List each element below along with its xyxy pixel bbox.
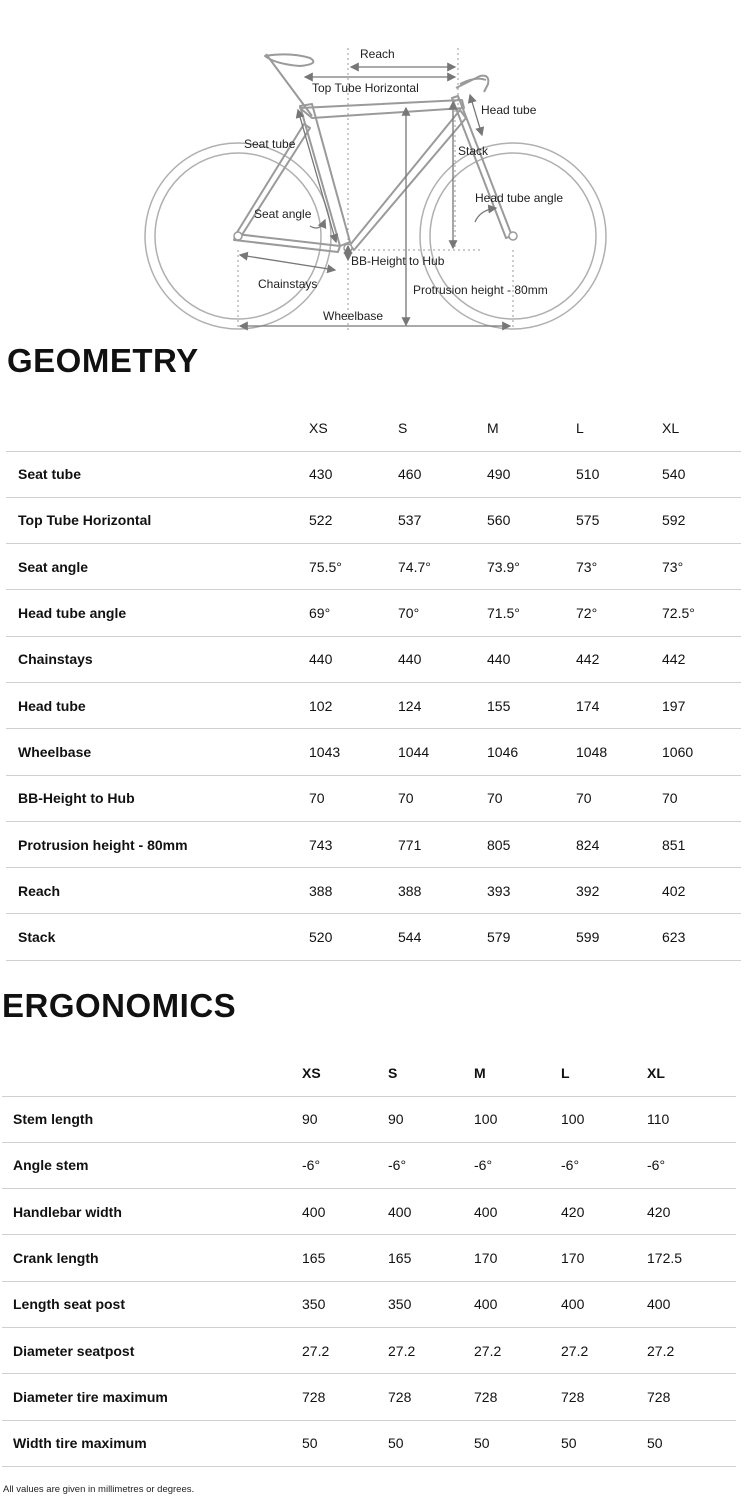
cell-value: 400 [302,1203,326,1220]
cell-value: 824 [576,836,600,853]
cell-value: 170 [561,1250,585,1267]
cell-value: 174 [576,697,600,714]
cell-value: 50 [302,1435,318,1452]
cell-value: 165 [388,1250,412,1267]
row-label: Chainstays [18,651,93,668]
cell-value: 1043 [309,743,341,760]
footnote: All values are given in millimetres or degrees. [3,1484,195,1495]
label-top-tube-horizontal: Top Tube Horizontal [312,81,419,95]
table-header-row [6,406,741,451]
cell-value: 102 [309,697,333,714]
size-header: M [474,1065,486,1082]
cell-value: 520 [309,929,333,946]
row-label: Handlebar width [13,1203,122,1220]
cell-value: 388 [309,882,333,899]
cell-value: 165 [302,1250,326,1267]
ergonomics-title: ERGONOMICS [2,987,237,1024]
row-label: BB-Height to Hub [18,790,135,807]
table-row [2,1420,736,1466]
cell-value: 420 [647,1203,671,1220]
cell-value: 124 [398,697,422,714]
cell-value: 72.5° [662,605,695,622]
cell-value: 70 [309,790,325,807]
cell-value: 90 [388,1111,404,1128]
cell-value: 728 [561,1388,585,1405]
cell-value: 350 [302,1296,326,1313]
row-label: Reach [18,882,61,899]
table-row [6,868,741,914]
table-row [2,1096,736,1142]
cell-value: 1046 [487,743,519,760]
label-chainstays: Chainstays [258,277,318,291]
cell-value: 70 [662,790,678,807]
table-row [2,1235,736,1281]
size-header: XL [662,420,680,437]
cell-value: 728 [302,1388,326,1405]
table-row [6,821,741,867]
cell-value: 540 [662,466,686,483]
cell-value: 440 [309,651,333,668]
cell-value: 400 [388,1203,412,1220]
cell-value: 50 [561,1435,577,1452]
cell-value: 400 [474,1203,498,1220]
label-protrusion-height: Protrusion height - 80mm [413,283,548,297]
label-stack: Stack [458,144,489,158]
cell-value: 560 [487,512,511,529]
label-wheelbase: Wheelbase [323,309,384,323]
header-empty [6,406,309,451]
label-seat-angle: Seat angle [254,207,312,221]
cell-value: 170 [474,1250,498,1267]
cell-value: 728 [474,1388,498,1405]
bike-frame-drawing [140,40,610,335]
cell-value: 442 [576,651,600,668]
table-row [6,682,741,728]
cell-value: 599 [576,929,600,946]
row-label: Seat angle [18,558,89,575]
table-row [6,451,741,497]
size-header: XS [302,1065,321,1082]
cell-value: 440 [398,651,422,668]
cell-value: 100 [474,1111,498,1128]
size-header: XS [309,420,328,437]
cell-value: 1048 [576,743,608,760]
cell-value: 490 [487,466,511,483]
row-label: Diameter seatpost [13,1342,135,1359]
cell-value: -6° [647,1157,666,1174]
cell-value: 743 [309,836,333,853]
geometry-table [6,406,741,961]
cell-value: 430 [309,466,333,483]
cell-value: 27.2 [302,1342,330,1359]
row-label: Angle stem [13,1157,89,1174]
row-label: Length seat post [13,1296,126,1313]
label-seat-tube: Seat tube [244,137,296,151]
row-label: Seat tube [18,466,82,483]
table-row [2,1374,736,1420]
table-header-row [2,1051,736,1096]
cell-value: 522 [309,512,333,529]
cell-value: 71.5° [487,605,520,622]
cell-value: 851 [662,836,686,853]
cell-value: 75.5° [309,558,342,575]
cell-value: 70 [487,790,503,807]
cell-value: 69° [309,605,331,622]
cell-value: 393 [487,882,511,899]
cell-value: 50 [647,1435,663,1452]
size-header: XL [647,1065,665,1082]
cell-value: -6° [388,1157,407,1174]
cell-value: 73.9° [487,558,520,575]
bike-geometry-diagram [140,40,610,335]
cell-value: 74.7° [398,558,431,575]
cell-value: 544 [398,929,422,946]
table-row [6,544,741,590]
cell-value: 27.2 [561,1342,589,1359]
size-header: L [561,1065,570,1082]
cell-value: 50 [474,1435,490,1452]
table-row [6,636,741,682]
size-header: S [398,420,408,437]
cell-value: 728 [388,1388,412,1405]
cell-value: 392 [576,882,600,899]
cell-value: 728 [647,1388,671,1405]
table-row [6,775,741,821]
cell-value: 172.5 [647,1250,683,1267]
table-row [6,497,741,543]
cell-value: 1044 [398,743,430,760]
cell-value: 402 [662,882,686,899]
cell-value: 400 [647,1296,671,1313]
geometry-title: GEOMETRY [7,342,199,379]
cell-value: 100 [561,1111,585,1128]
header-empty [2,1051,302,1096]
table-row [2,1189,736,1235]
row-label: Head tube [18,697,86,714]
cell-value: 510 [576,466,600,483]
cell-value: 27.2 [647,1342,675,1359]
cell-value: 537 [398,512,422,529]
table-row [6,590,741,636]
cell-value: 460 [398,466,422,483]
cell-value: 440 [487,651,511,668]
cell-value: -6° [302,1157,321,1174]
cell-value: 27.2 [388,1342,416,1359]
row-label: Crank length [13,1250,99,1267]
row-label: Width tire maximum [13,1435,147,1452]
label-head-tube: Head tube [481,103,537,117]
cell-value: 73° [576,558,598,575]
row-label: Wheelbase [18,743,92,760]
cell-value: 70 [576,790,592,807]
cell-value: 72° [576,605,598,622]
row-label: Diameter tire maximum [13,1388,168,1405]
cell-value: 420 [561,1203,585,1220]
label-bb-height-to-hub: BB-Height to Hub [351,254,445,268]
cell-value: 110 [647,1111,670,1128]
cell-value: -6° [561,1157,580,1174]
size-header: L [576,420,584,437]
cell-value: 575 [576,512,600,529]
cell-value: 90 [302,1111,318,1128]
table-row [6,729,741,775]
table-row [2,1281,736,1327]
cell-value: 623 [662,929,686,946]
row-label: Protrusion height - 80mm [18,836,188,853]
cell-value: 805 [487,836,511,853]
cell-value: 50 [388,1435,404,1452]
size-header: M [487,420,499,437]
ergonomics-table [2,1051,736,1467]
table-row [2,1142,736,1188]
cell-value: 592 [662,512,686,529]
cell-value: 442 [662,651,686,668]
cell-value: -6° [474,1157,493,1174]
cell-value: 197 [662,697,686,714]
cell-value: 400 [561,1296,585,1313]
cell-value: 70 [398,790,414,807]
table-row [2,1327,736,1373]
cell-value: 350 [388,1296,412,1313]
cell-value: 1060 [662,743,694,760]
label-reach: Reach [360,47,395,61]
cell-value: 400 [474,1296,498,1313]
size-header: S [388,1065,398,1082]
cell-value: 579 [487,929,511,946]
row-label: Stack [18,929,56,946]
table-row [6,914,741,960]
cell-value: 27.2 [474,1342,502,1359]
row-label: Top Tube Horizontal [18,512,152,529]
cell-value: 388 [398,882,422,899]
label-head-tube-angle: Head tube angle [475,191,564,205]
cell-value: 70° [398,605,420,622]
cell-value: 73° [662,558,684,575]
row-label: Head tube angle [18,605,127,622]
cell-value: 155 [487,697,511,714]
row-label: Stem length [13,1111,94,1128]
cell-value: 771 [398,836,422,853]
